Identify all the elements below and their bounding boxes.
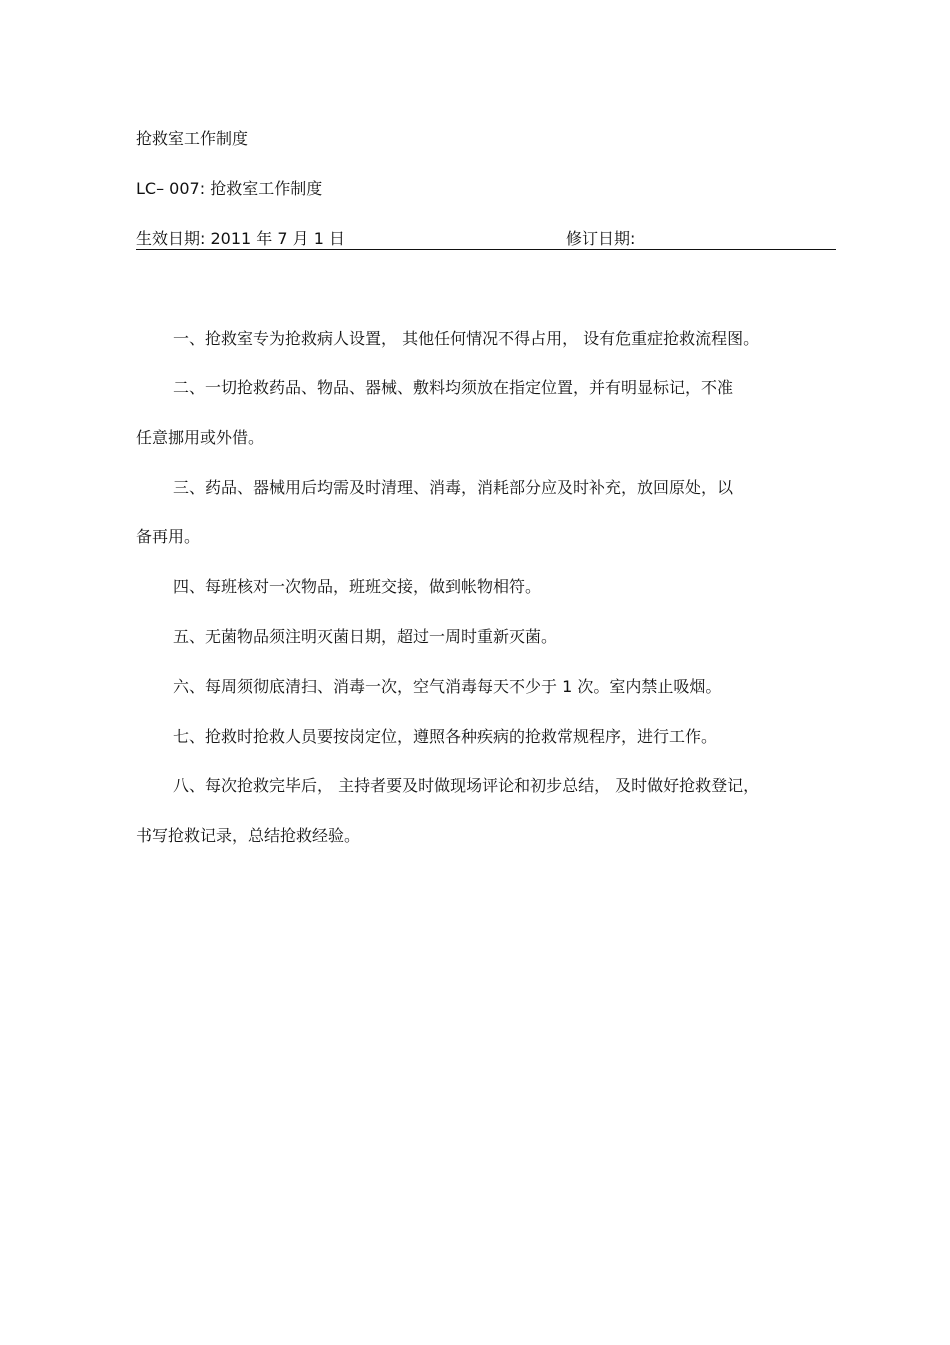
rule-3-line-1: 三、药品、器械用后均需及时清理、消毒，消耗部分应及时补充，放回原处，以 <box>173 478 734 497</box>
rule-8-line-1: 八、每次抢救完毕后， 主持者要及时做现场评论和初步总结， 及时做好抢救登记， <box>173 776 760 795</box>
date-row <box>136 229 836 250</box>
rule-5: 五、无菌物品须注明灭菌日期，超过一周时重新灭菌。 <box>173 627 558 646</box>
rule-1: 一、抢救室专为抢救病人设置， 其他任何情况不得占用， 设有危重症抢救流程图。 <box>173 329 760 348</box>
document-code-line: LC– 007: 抢救室工作制度 <box>136 179 323 198</box>
rule-6: 六、每周须彻底清扫、消毒一次，空气消毒每天不少于 1 次。室内禁止吸烟。 <box>173 677 722 696</box>
rule-8-line-2: 书写抢救记录，总结抢救经验。 <box>136 826 361 845</box>
document-title: 抢救室工作制度 <box>136 129 249 148</box>
rule-2-line-2: 任意挪用或外借。 <box>136 428 265 447</box>
rule-2-line-1: 二、一切抢救药品、物品、器械、敷料均须放在指定位置，并有明显标记，不准 <box>173 378 734 397</box>
revised-date: 修订日期: <box>566 229 636 248</box>
rule-4: 四、每班核对一次物品，班班交接，做到帐物相符。 <box>173 577 542 596</box>
rule-7: 七、抢救时抢救人员要按岗定位，遵照各种疾病的抢救常规程序，进行工作。 <box>173 727 718 746</box>
rule-3-line-2: 备再用。 <box>136 527 201 546</box>
effective-date: 生效日期: 2011 年 7 月 1 日 <box>136 229 345 248</box>
